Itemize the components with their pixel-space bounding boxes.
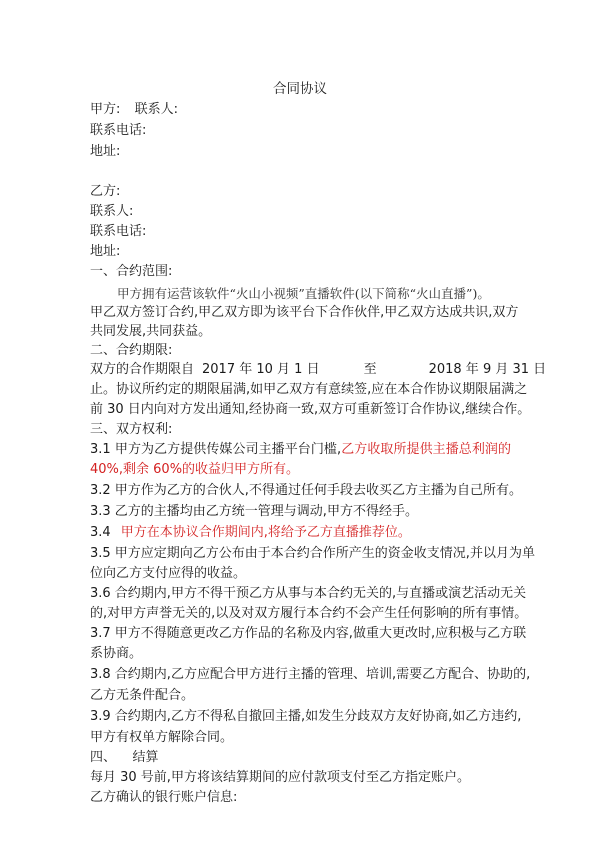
party-b-address-label: 地址: [90,244,121,259]
section-4-heading: 四、 结算 [90,750,159,765]
document-title: 合同协议 [273,81,327,97]
section-3-heading: 三、双方权利: [90,422,173,437]
clause-3-6-line-2: 的,对甲方声誉无关的,以及对双方履行本合约不会产生任何影响的所有事情。 [90,606,528,621]
party-a-line [90,100,178,120]
clause-3-4-highlight: 甲方在本协议合作期间内,将给予乙方直播推荐位。 [120,525,411,540]
party-b-contact-label: 联系人: [90,204,134,219]
term-start-date: 2017 年 10 月 1 日 [202,362,320,377]
section-2-line-2: 止。协议所约定的期限届满,如甲乙双方有意续签,应在本合作协议期限届满之 [90,382,528,397]
section-2-term-line [90,360,546,380]
clause-3-8-line-1: 3.8 合约期内,乙方应配合甲方进行主播的管理、培训,需要乙方配合、协助的, [90,667,531,682]
clause-3-7-line-2: 系协商。 [90,646,143,661]
clause-3-3: 3.3 乙方的主播均由乙方统一管理与调动,甲方不得经手。 [90,504,418,519]
clause-3-4 [90,523,411,543]
party-b-phone-label: 联系电话: [90,224,147,239]
clause-3-1-highlight: 乙方收取所提供主播总利润的 [341,442,511,457]
section-1-paragraph-1: 甲方拥有运营该软件“火山小视频”直播软件(以下简称“火山直播”)。 [117,286,490,301]
party-a-contact-label: 联系人: [134,102,179,117]
clause-3-6-line-1: 3.6 合约期内,甲方不得干预乙方从事与本合约无关的,与直播或演艺活动无关 [90,586,527,601]
clause-3-1-text: 3.1 甲方为乙方提供传媒公司主播平台门槛, [90,442,342,457]
party-a-address-label: 地址: [90,144,121,159]
term-end-date: 2018 年 9 月 31 日 [428,362,547,377]
clause-3-9-line-1: 3.9 合约期内,乙方不得私自撤回主播,如发生分歧双方友好协商,如乙方违约, [90,709,522,724]
clause-3-7-line-1: 3.7 甲方不得随意更改乙方作品的名称及内容,做重大更改时,应积极与乙方联 [90,626,527,641]
section-1-paragraph-3: 共同发展,共同获益。 [90,324,212,339]
clause-3-8-line-2: 乙方无条件配合。 [90,688,195,703]
section-2-heading: 二、合约期限: [90,343,173,358]
clause-3-5-line-2: 位向乙方支付应得的收益。 [90,566,247,581]
clause-3-4-number: 3.4 [90,525,111,540]
clause-3-1-line-1 [90,440,511,460]
party-a-label: 甲方: [90,102,121,117]
term-intro: 双方的合作期限自 [90,362,195,377]
section-4-line-2: 乙方确认的银行账户信息: [90,790,238,805]
section-4-line-1: 每月 30 号前,甲方将该结算期间的应付款项支付至乙方指定账户。 [90,770,470,785]
party-b-label: 乙方: [90,184,121,199]
clause-3-1-line-2: 40%,剩余 60%的收益归甲方所有。 [90,462,300,477]
section-1-heading: 一、合约范围: [90,264,173,279]
clause-3-5-line-1: 3.5 甲方应定期向乙方公布由于本合约合作所产生的资金收支情况,并以月为单 [90,546,535,561]
section-1-paragraph-2: 甲乙双方签订合约,甲乙双方即为该平台下合作伙伴,甲乙双方达成共识,双方 [90,305,519,320]
section-2-line-3: 前 30 日内向对方发出通知,经协商一致,双方可重新签订合作协议,继续合作。 [90,402,531,417]
party-a-phone-label: 联系电话: [90,123,147,138]
clause-3-9-line-2: 甲方有权单方解除合同。 [90,730,234,745]
clause-3-2: 3.2 甲方作为乙方的合伙人,不得通过任何手段去收买乙方主播为自己所有。 [90,483,522,498]
term-to: 至 [363,362,377,377]
